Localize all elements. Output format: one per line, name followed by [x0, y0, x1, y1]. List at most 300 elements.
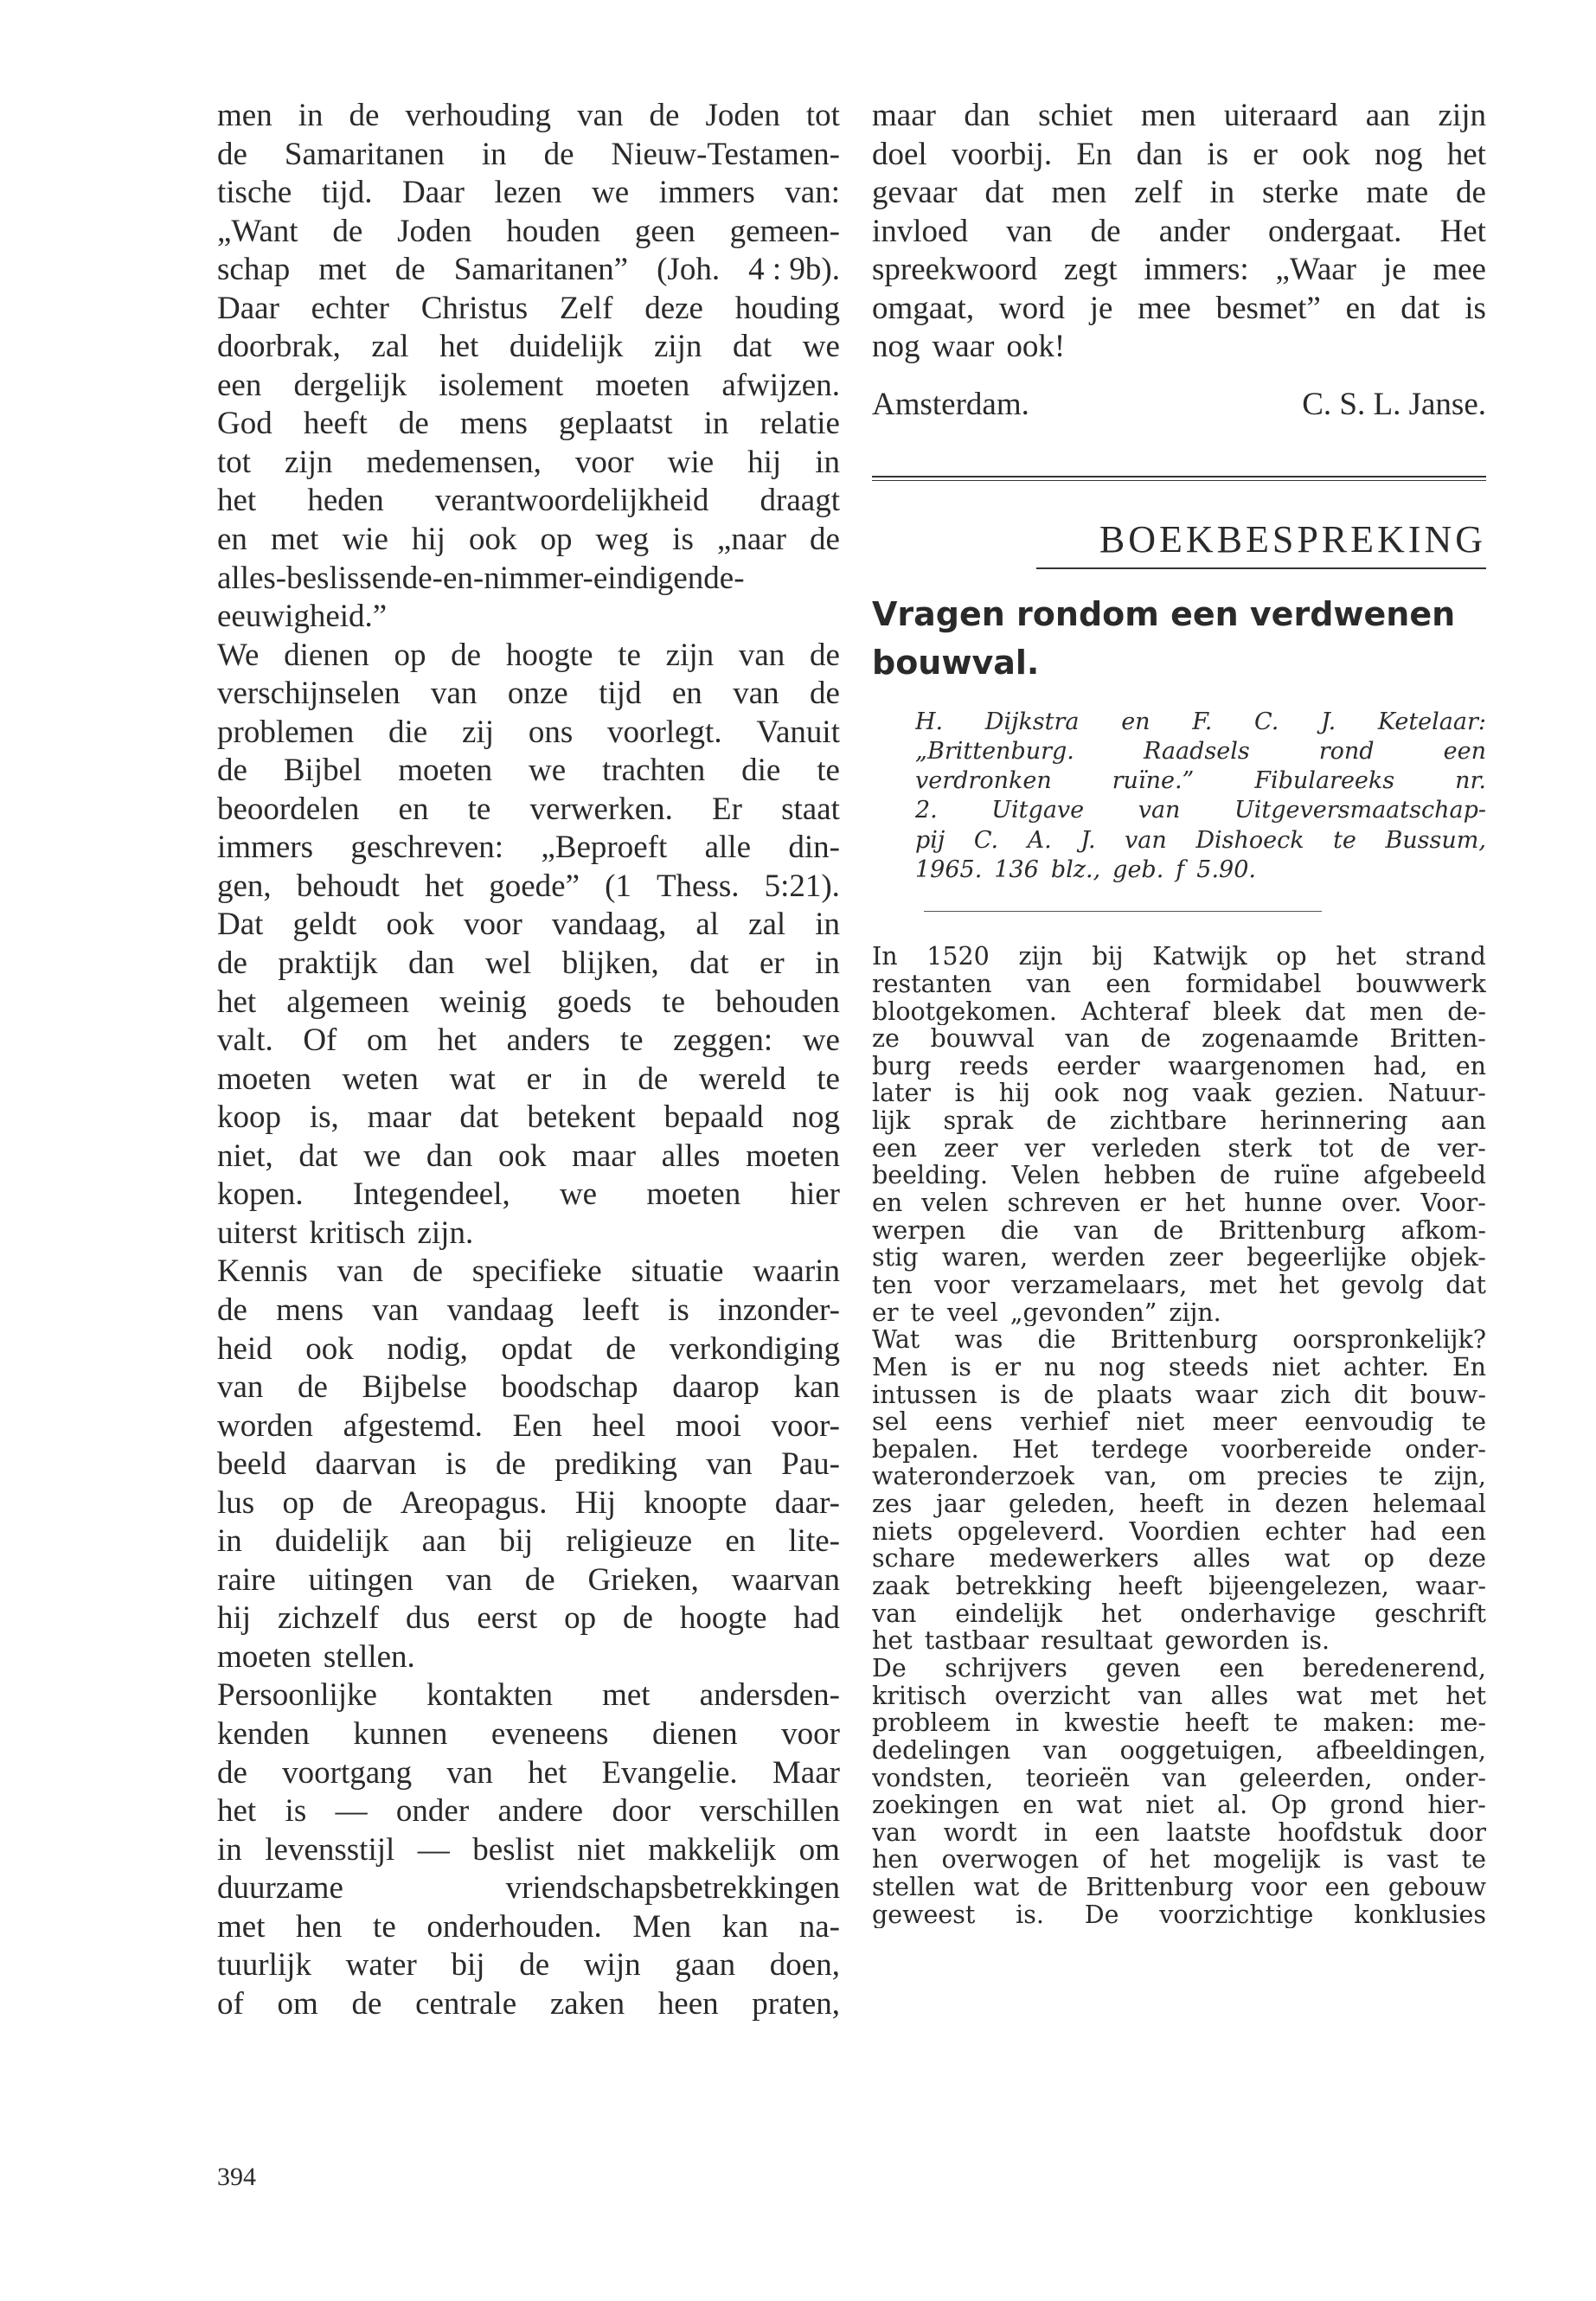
word: het	[217, 984, 257, 1020]
word: worden	[217, 1407, 313, 1444]
word: in	[217, 1523, 242, 1560]
word: medewerkers	[989, 1545, 1159, 1574]
word: we	[363, 1138, 401, 1174]
word: dat	[689, 945, 729, 982]
word: is	[954, 1080, 976, 1108]
word: moeten	[595, 367, 690, 403]
word: tot	[217, 444, 252, 480]
word: isolement	[439, 367, 564, 403]
word: nog	[1099, 1353, 1146, 1381]
word: de	[524, 1561, 555, 1598]
word: 4 : 9b).	[748, 252, 840, 288]
word: in	[815, 444, 840, 480]
word: ook	[1054, 1080, 1099, 1108]
word: Voordien	[1129, 1517, 1241, 1546]
word: zaak	[872, 1573, 930, 1600]
word: In	[872, 943, 898, 971]
text-line	[872, 97, 1486, 136]
word: onderhouden.	[426, 1908, 602, 1945]
word: lite-	[788, 1523, 840, 1560]
word: is	[1465, 290, 1486, 326]
word: met	[217, 1908, 266, 1945]
word: te	[1461, 1408, 1486, 1436]
word: „naar	[716, 522, 786, 558]
word: al	[695, 907, 720, 943]
word: doel	[872, 136, 927, 172]
text-line	[217, 174, 840, 213]
word: afgebeeld	[1363, 1162, 1486, 1190]
word: tische	[217, 175, 292, 211]
word: van	[445, 1561, 493, 1598]
word: „Brittenburg.	[915, 737, 1074, 765]
word: Er	[712, 791, 742, 827]
word: „Want	[217, 213, 298, 249]
word: dat	[1445, 1271, 1486, 1299]
word: geven	[1106, 1654, 1181, 1682]
word: schreven	[1007, 1189, 1121, 1217]
word: ook	[497, 1138, 547, 1174]
word: we	[559, 1176, 598, 1213]
word: wel	[484, 945, 532, 982]
text-line	[217, 598, 840, 637]
word: algemeen	[286, 984, 410, 1020]
text-line	[217, 1061, 840, 1099]
word: verdronken	[915, 767, 1052, 795]
word: in	[815, 907, 840, 943]
word: voorbij.	[951, 136, 1053, 172]
word: weg	[595, 522, 650, 558]
word: voor	[574, 444, 634, 480]
word: maar	[872, 98, 936, 133]
word: de	[1153, 1216, 1184, 1245]
word: Kennis	[217, 1253, 308, 1290]
word: en	[398, 791, 429, 827]
word: bijeengelezen,	[1208, 1573, 1389, 1600]
word: moeten	[217, 1061, 311, 1097]
word: C.	[1254, 708, 1279, 735]
word: rond	[1318, 737, 1375, 765]
word: formidabel	[1185, 970, 1322, 998]
word: 5:21).	[764, 868, 840, 904]
word: er	[1253, 136, 1278, 172]
word: sel	[872, 1408, 907, 1436]
word: gaan	[675, 1947, 736, 1984]
word: levensstijl	[265, 1831, 395, 1868]
word: we	[529, 753, 567, 789]
text-line	[217, 945, 840, 984]
word: bij	[451, 1947, 485, 1984]
word: voorbereide	[1221, 1435, 1372, 1464]
text-line	[872, 213, 1486, 252]
text-line	[872, 290, 1486, 329]
word: zoekingen	[872, 1791, 1000, 1819]
word: behouden	[715, 984, 840, 1020]
page-number: 394	[217, 2163, 256, 2191]
text-line	[872, 1025, 1486, 1053]
word: resultaat	[1041, 1627, 1153, 1655]
word: dienen	[284, 637, 369, 673]
word: Uitgave	[991, 797, 1085, 824]
word: din-	[788, 830, 840, 866]
text-line	[872, 328, 1486, 367]
word: alles	[661, 1138, 721, 1174]
word: bepaald	[663, 1099, 764, 1136]
word: onze	[507, 676, 568, 712]
article-title	[872, 590, 1486, 687]
word: het	[1336, 943, 1376, 971]
word: weten	[342, 1061, 419, 1097]
text-line	[217, 1330, 840, 1369]
word: Natuur-	[1388, 1080, 1486, 1108]
word: Samaritanen”	[453, 252, 629, 288]
word: in	[1209, 175, 1235, 210]
word: geleerden,	[1239, 1764, 1373, 1792]
word: gebouw	[1388, 1874, 1486, 1901]
word: het	[1100, 1599, 1142, 1628]
word: boodschap	[501, 1369, 638, 1406]
word: van	[872, 1599, 917, 1628]
word: het	[1279, 1271, 1319, 1299]
word: er	[759, 945, 785, 982]
text-line	[872, 998, 1486, 1026]
word: precies	[1257, 1463, 1349, 1491]
word: maar	[367, 1099, 432, 1136]
word: zal	[748, 907, 786, 943]
word: Het	[1439, 213, 1486, 249]
word: in	[1015, 1709, 1040, 1737]
word: was	[954, 1326, 1003, 1354]
word: van	[1065, 1025, 1110, 1053]
word: te	[373, 1908, 396, 1945]
word: men	[1140, 98, 1196, 133]
word: en	[1345, 290, 1376, 326]
word: raire	[217, 1561, 276, 1598]
heading-underline	[1036, 567, 1486, 569]
word: moeten	[398, 753, 493, 789]
word: Dishoeck	[1195, 826, 1304, 854]
word: ondergaat.	[1267, 213, 1402, 249]
text-line	[872, 251, 1486, 290]
word: 136	[994, 856, 1039, 883]
word: eeuwigheid.”	[217, 599, 388, 635]
text-line	[217, 1908, 840, 1947]
word: nog	[792, 1099, 840, 1136]
word: te	[817, 753, 840, 789]
word: situatie	[631, 1253, 724, 1290]
word: of	[217, 1985, 244, 2022]
text-line	[217, 213, 840, 252]
word: beoordelen	[217, 791, 360, 827]
word: door	[612, 1793, 671, 1830]
word: geweest	[872, 1900, 976, 1929]
word: afgestemd.	[343, 1407, 483, 1444]
section-divider	[872, 476, 1486, 481]
word: Voor-	[1420, 1189, 1486, 1217]
text-line	[217, 829, 840, 868]
text-line	[217, 984, 840, 1022]
word: goeds	[556, 984, 632, 1020]
text-line	[217, 1292, 840, 1330]
word: van	[706, 1446, 753, 1483]
word: van	[738, 637, 785, 673]
word: kwestie	[1064, 1709, 1160, 1737]
word: wereld	[698, 1061, 786, 1097]
word: „Beproeft	[541, 830, 668, 866]
word: prediking	[554, 1446, 678, 1483]
word: ons	[528, 714, 574, 750]
word: verleden	[1092, 1134, 1202, 1163]
text-line	[217, 1484, 840, 1523]
word: pij	[915, 826, 945, 854]
word: dus	[405, 1600, 451, 1637]
word: behoudt	[296, 868, 400, 904]
word: intussen	[872, 1381, 977, 1409]
word: voor	[934, 1271, 990, 1299]
word: zeer	[944, 1134, 998, 1163]
word: is	[445, 1446, 467, 1483]
word: betrekking	[955, 1573, 1093, 1600]
word: in	[581, 1061, 607, 1097]
text-line	[217, 1176, 840, 1215]
word: lijk	[872, 1107, 911, 1135]
word: van	[1006, 213, 1053, 249]
word: mee	[1433, 252, 1486, 287]
word: je	[1089, 290, 1113, 326]
word: A.	[1027, 826, 1052, 854]
word: wat	[449, 1061, 496, 1097]
word: moeten	[746, 1138, 840, 1174]
word: de	[1043, 1381, 1074, 1409]
word: afwijzen.	[721, 367, 840, 403]
text-line	[217, 136, 840, 175]
word: bleek	[1213, 997, 1281, 1026]
text-line	[915, 796, 1486, 825]
word: de	[1456, 175, 1486, 210]
word: stellen.	[323, 1638, 415, 1675]
word: de	[298, 1369, 328, 1406]
word: beelding.	[872, 1162, 989, 1190]
word: Evangelie.	[601, 1754, 738, 1791]
word: ander	[1158, 213, 1230, 249]
word: in	[298, 98, 324, 133]
word: heeft	[1184, 1709, 1249, 1737]
word: Zelf	[559, 290, 613, 326]
word: betekent	[527, 1099, 636, 1136]
word: de	[1046, 1107, 1077, 1135]
signature-author: C. S. L. Janse.	[1302, 386, 1486, 422]
text-line	[217, 1138, 840, 1176]
word: blootgekomen.	[872, 997, 1057, 1026]
text-line	[872, 1463, 1486, 1490]
word: opgeleverd.	[957, 1517, 1106, 1546]
word: na-	[798, 1908, 840, 1945]
word: burg	[872, 1052, 932, 1080]
word: Katwijk	[1152, 943, 1247, 971]
word: het	[1149, 1846, 1190, 1875]
text-line	[217, 290, 840, 329]
article-title-line: bouwval.	[872, 643, 1040, 682]
text-line	[872, 1436, 1486, 1464]
word: en	[217, 522, 247, 558]
word: de	[351, 1985, 382, 2022]
word: hoogte	[679, 1600, 767, 1637]
text-line	[872, 1573, 1486, 1600]
word: ten	[872, 1271, 913, 1299]
word: wat	[1284, 1545, 1330, 1574]
word: zaken	[549, 1985, 625, 2022]
word: al.	[1217, 1791, 1248, 1819]
word: die	[1037, 1326, 1076, 1354]
word: een	[872, 1134, 918, 1163]
word: te	[1461, 1846, 1486, 1875]
word: dan	[407, 945, 455, 982]
word: Fibulareeks	[1254, 767, 1395, 795]
word: beeld	[217, 1446, 287, 1483]
word: echter	[1265, 1517, 1346, 1546]
word: hen	[296, 1908, 343, 1945]
text-line	[217, 791, 840, 830]
word: had,	[1373, 1052, 1428, 1080]
section-heading: BOEKBESPREKING	[1099, 517, 1486, 561]
word: J.	[1080, 826, 1096, 854]
word: van	[337, 1253, 384, 1290]
word: f	[1176, 856, 1185, 883]
word: de	[1090, 213, 1121, 249]
word: een	[1219, 1654, 1265, 1682]
text-line	[217, 1522, 840, 1561]
word: heeft	[1139, 1490, 1204, 1518]
word: jaar	[936, 1490, 985, 1518]
word: sprak	[943, 1107, 1014, 1135]
word: ook	[1302, 136, 1350, 172]
word: Uitgeversmaatschap-	[1234, 797, 1486, 824]
word: heden	[307, 483, 384, 519]
text-line	[915, 856, 1486, 885]
word: de	[495, 1446, 526, 1483]
word: Samaritanen	[284, 136, 445, 172]
word: geplaatst	[559, 406, 673, 442]
word: alles	[1192, 1545, 1251, 1574]
word: doen,	[769, 1947, 840, 1984]
word: Dat	[217, 907, 264, 943]
signature-place: Amsterdam.	[872, 386, 1029, 422]
word: ook	[386, 907, 434, 943]
word: onder-	[1405, 1764, 1486, 1792]
word: dan	[964, 98, 1010, 133]
word: voortgang	[282, 1754, 413, 1791]
text-line	[217, 444, 840, 483]
word: de	[1220, 1162, 1251, 1190]
word: de	[1037, 1874, 1068, 1901]
word: is	[668, 1292, 689, 1328]
word: had	[793, 1600, 840, 1637]
word: de	[1380, 1134, 1411, 1163]
word: stellen	[872, 1874, 956, 1901]
word: draagt	[760, 483, 840, 519]
word: op	[564, 1600, 597, 1637]
text-line	[217, 1368, 840, 1407]
word: kan	[721, 1908, 769, 1945]
word: de	[606, 1330, 637, 1367]
word: 1520	[926, 943, 990, 971]
text-line	[217, 1831, 840, 1870]
word: Thess.	[656, 868, 740, 904]
word: te	[619, 1022, 644, 1059]
word: eerst	[477, 1600, 538, 1637]
word: praktijk	[278, 945, 378, 982]
word: 1965.	[915, 856, 983, 883]
text-line	[217, 1407, 840, 1446]
text-line	[217, 906, 840, 945]
word: de	[412, 1253, 443, 1290]
word: de	[217, 1292, 247, 1328]
word: daarop	[672, 1369, 760, 1406]
word: schap	[217, 252, 291, 288]
word: beredenerend,	[1302, 1654, 1486, 1682]
word: van	[1026, 970, 1072, 998]
word: een	[1106, 970, 1151, 998]
word: heeft	[303, 406, 368, 442]
text-line	[872, 1682, 1486, 1710]
word: Men	[632, 1908, 692, 1945]
text-line	[217, 1638, 840, 1677]
text-line	[217, 97, 840, 136]
word: van	[733, 676, 779, 712]
word: praten,	[752, 1985, 840, 2022]
word: is.	[1301, 1627, 1330, 1655]
word: H.	[915, 708, 944, 735]
word: Joden	[705, 98, 780, 133]
word: steeds	[1168, 1353, 1249, 1381]
word: vandaag	[446, 1292, 554, 1328]
word: mens	[459, 406, 528, 442]
word: heel	[592, 1407, 646, 1444]
word: kopen.	[217, 1176, 304, 1213]
word: gevolg	[1341, 1271, 1424, 1299]
word: zij	[462, 714, 495, 750]
text-line	[217, 1561, 840, 1600]
word: dan	[1136, 136, 1183, 172]
word: Grieken,	[587, 1561, 699, 1598]
word: tastbaar	[924, 1627, 1029, 1655]
word: kenden	[217, 1715, 310, 1752]
word: waren,	[941, 1244, 1029, 1272]
word: besmet”	[1215, 290, 1321, 326]
word: duidelijk	[274, 1523, 389, 1560]
word: teorieën	[1025, 1764, 1131, 1792]
word: omgaat,	[872, 290, 975, 326]
text-line	[872, 1545, 1486, 1573]
word: alles-beslissende-en-nimmer-eindigende-	[217, 560, 745, 596]
word: schiet	[1038, 98, 1113, 133]
word: met	[318, 252, 367, 288]
article-title-line: Vragen rondom een verdwenen	[872, 594, 1456, 633]
word: hij	[411, 522, 445, 558]
text-line	[217, 675, 840, 714]
word: ruïne.”	[1112, 767, 1195, 795]
text-line	[872, 1381, 1486, 1409]
word: moeten	[217, 1638, 311, 1675]
word: de-	[1447, 997, 1486, 1026]
word: van	[446, 1754, 493, 1791]
word: eens	[934, 1408, 993, 1436]
word: eerder	[1056, 1052, 1140, 1080]
word: dat	[298, 1138, 338, 1174]
word: dedelingen	[872, 1736, 1011, 1765]
word: tot	[1318, 1134, 1354, 1163]
word: de	[623, 1600, 653, 1637]
word: in	[1227, 1490, 1252, 1518]
